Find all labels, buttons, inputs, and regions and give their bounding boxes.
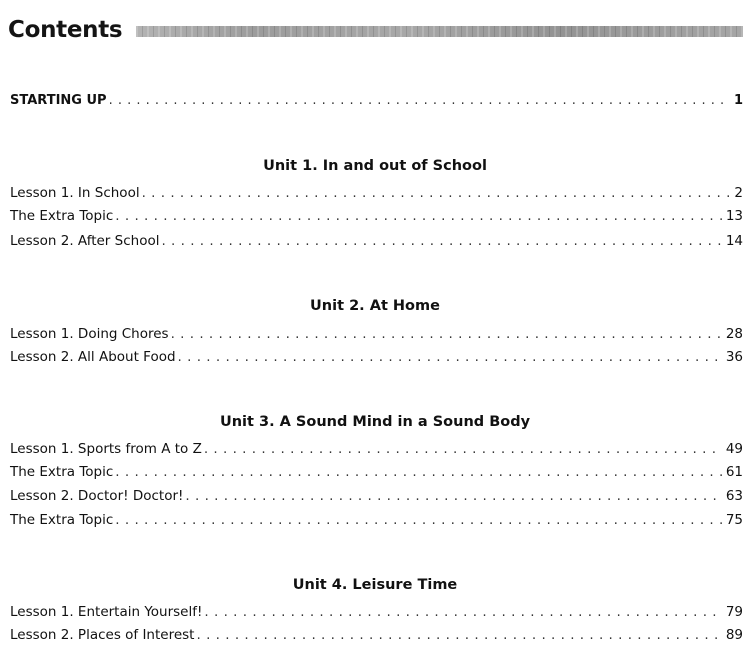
toc-entry-starting-up[interactable] — [10, 92, 743, 110]
dot-leader — [115, 463, 722, 481]
unit-1-title: Unit 1. In and out of School — [263, 158, 487, 174]
toc-entry-label: Lesson 2. Doctor! Doctor! — [10, 488, 184, 504]
toc-entry-page-number: 36 — [725, 349, 743, 365]
toc-entry-page-number: 1 — [733, 93, 743, 108]
toc-entry-page-number: 79 — [725, 604, 743, 620]
contents-header — [8, 12, 743, 48]
toc-entry-unit2-lesson1[interactable] — [10, 325, 743, 343]
toc-entry-page-number: 75 — [725, 512, 743, 528]
toc-entry-label: The Extra Topic — [10, 512, 114, 528]
dot-leader — [142, 184, 729, 202]
toc-entry-label: Lesson 2. All About Food — [10, 349, 176, 365]
toc-entry-page-number: 28 — [725, 326, 743, 342]
toc-entry-label: The Extra Topic — [10, 208, 114, 224]
toc-entry-unit1-lesson1[interactable] — [10, 184, 743, 202]
dot-leader — [204, 440, 722, 458]
toc-entry-unit1-lesson2[interactable] — [10, 232, 743, 250]
toc-entry-label: The Extra Topic — [10, 464, 114, 480]
unit-4-title: Unit 4. Leisure Time — [292, 577, 458, 593]
page-title: Contents — [8, 17, 123, 43]
unit-3-title: Unit 3. A Sound Mind in a Sound Body — [219, 414, 531, 430]
toc-entry-label: Lesson 1. Doing Chores — [10, 326, 169, 342]
dot-leader — [196, 626, 721, 644]
toc-entry-page-number: 14 — [725, 233, 743, 249]
dot-leader — [161, 232, 721, 250]
toc-entry-page-number: 63 — [725, 488, 743, 504]
toc-entry-unit1-extra-topic[interactable] — [10, 207, 743, 225]
toc-entry-unit2-lesson2[interactable] — [10, 348, 743, 366]
toc-entry-page-number: 13 — [725, 208, 743, 224]
toc-entry-unit4-lesson2[interactable] — [10, 626, 743, 644]
dot-leader — [115, 207, 722, 225]
toc-entry-page-number: 89 — [725, 627, 743, 643]
dot-leader — [178, 348, 722, 366]
header-decorative-bar — [136, 26, 743, 37]
toc-entry-label: Lesson 2. Places of Interest — [10, 627, 195, 643]
toc-entry-page-number: 2 — [734, 185, 743, 201]
toc-entry-unit4-lesson1[interactable] — [10, 603, 743, 621]
dot-leader — [109, 92, 729, 110]
dot-leader — [115, 511, 722, 529]
toc-entry-label: Lesson 2. After School — [10, 233, 160, 249]
dot-leader — [171, 325, 722, 343]
toc-entry-unit3-lesson2[interactable] — [10, 487, 743, 505]
toc-entry-label: Lesson 1. Entertain Yourself! — [10, 604, 203, 620]
toc-entry-label: Lesson 1. Sports from A to Z — [10, 441, 202, 457]
toc-entry-label: Lesson 1. In School — [10, 185, 140, 201]
unit-2-title: Unit 2. At Home — [310, 298, 440, 314]
toc-entry-label: STARTING UP — [10, 93, 107, 108]
toc-entry-unit3-lesson1[interactable] — [10, 440, 743, 458]
dot-leader — [204, 603, 721, 621]
toc-entry-unit3-extra-topic-1[interactable] — [10, 463, 743, 481]
toc-entry-page-number: 61 — [725, 464, 743, 480]
toc-entry-unit3-extra-topic-2[interactable] — [10, 511, 743, 529]
toc-entry-page-number: 49 — [725, 441, 743, 457]
dot-leader — [185, 487, 721, 505]
